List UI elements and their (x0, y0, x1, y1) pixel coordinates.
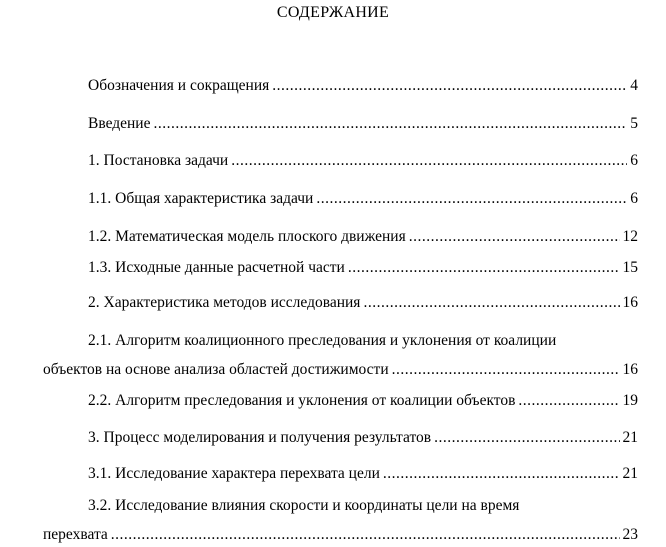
toc-dot-leader (409, 227, 620, 247)
toc-entry-text: 1.2. Математическая модель плоского движения (88, 228, 406, 245)
toc-entry-text-line2: перехвата (43, 526, 108, 543)
toc-page-number: 6 (630, 152, 638, 169)
toc-page-number: 6 (630, 190, 638, 207)
toc-entry (88, 293, 638, 313)
toc-page-number: 16 (622, 361, 638, 378)
toc-dot-leader (231, 151, 627, 171)
toc-dot-leader (316, 189, 627, 209)
toc-dot-leader (518, 391, 619, 411)
toc-entry (88, 428, 638, 448)
toc-page-number: 19 (622, 392, 638, 409)
toc-dot-leader (111, 525, 620, 545)
toc-page-number: 5 (630, 115, 638, 132)
toc-entry (88, 151, 638, 171)
toc-entry (88, 464, 638, 484)
toc-page-number: 23 (622, 526, 638, 543)
toc-entry (88, 258, 638, 278)
toc-page-number: 21 (622, 429, 638, 446)
toc-entry-text: Введение (88, 115, 151, 132)
toc-entry-text: 1.3. Исходные данные расчетной части (88, 259, 345, 276)
toc-dot-leader (153, 114, 627, 134)
toc-page-number: 15 (622, 259, 638, 276)
toc-entry-text: 3.1. Исследование характера перехвата цели (88, 465, 380, 482)
toc-entry-text: 1.1. Общая характеристика задачи (88, 190, 314, 207)
toc-entry (88, 189, 638, 209)
toc-entry (43, 360, 638, 380)
toc-entry-text: 1. Постановка задачи (88, 152, 229, 169)
toc-dot-leader (434, 428, 619, 448)
toc-entry (88, 227, 638, 247)
toc-dot-leader (392, 360, 620, 380)
toc-page-number: 4 (630, 77, 638, 94)
toc-dot-leader (363, 293, 619, 313)
toc-entry (88, 76, 638, 96)
toc-dot-leader (348, 258, 620, 278)
toc-entry-text: Обозначения и сокращения (88, 77, 270, 94)
toc-entry-text-line2: объектов на основе анализа областей достижимости (43, 361, 389, 378)
toc-entry-text: 3. Процесс моделирования и получения результатов (88, 429, 432, 446)
toc-entry (88, 114, 638, 134)
toc-page-number: 21 (622, 465, 638, 482)
toc-dot-leader (272, 76, 627, 96)
toc-page-number: 16 (622, 294, 638, 311)
toc-entry-text: 2. Характеристика методов исследования (88, 294, 361, 311)
toc-entry-text: 2.2. Алгоритм преследования и уклонения от коалиции объектов (88, 392, 516, 409)
page-title: СОДЕРЖАНИЕ (276, 4, 390, 21)
toc-page-number: 12 (622, 228, 638, 245)
toc-entry (88, 391, 638, 411)
toc-dot-leader (383, 464, 620, 484)
toc-entry-text-line1: 3.2. Исследование влияния скорости и координаты цели на время (88, 497, 520, 514)
toc-entry (43, 525, 638, 545)
toc-entry-text-line1: 2.1. Алгоритм коалиционного преследования и уклонения от коалиции (88, 332, 557, 349)
